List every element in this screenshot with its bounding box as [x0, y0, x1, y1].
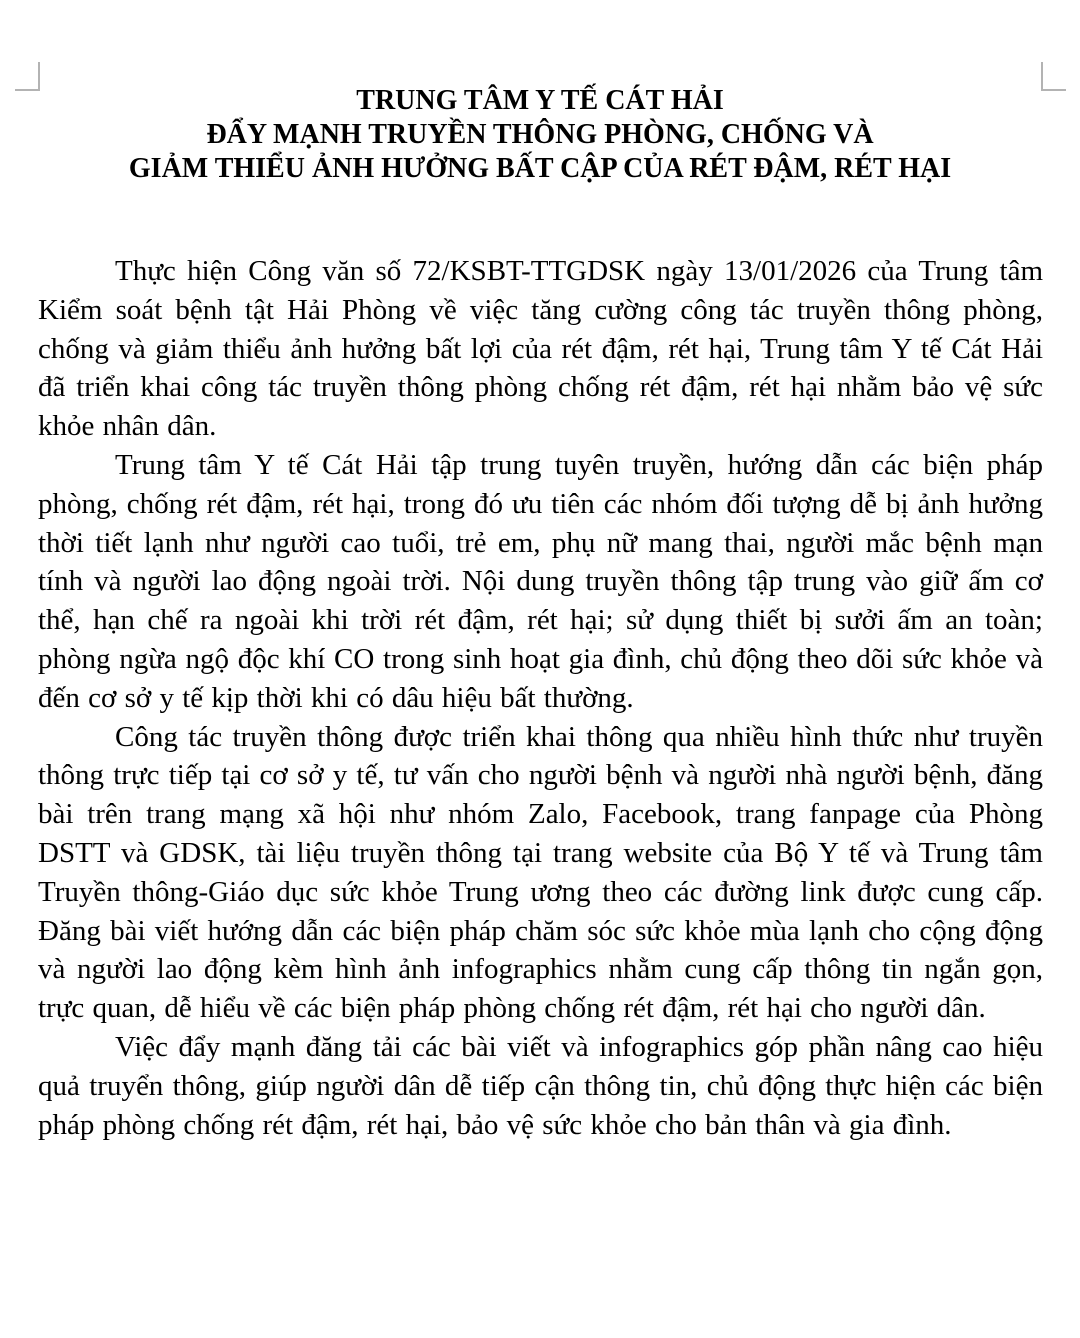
- document-title-line-1: TRUNG TÂM Y TẾ CÁT HẢI: [356, 85, 724, 116]
- document-body: [0, 252, 1080, 1144]
- margin-crop-mark-top-right-horizontal: [1041, 89, 1066, 91]
- document-title: [0, 0, 1080, 186]
- paragraph-4: Việc đẩy mạnh đăng tải các bài viết và infographics góp phần nâng cao hiệu quả truyển thông, giúp người dân dễ tiếp cận thông tin, chủ động thực hiện các biện pháp phòng chống rét đậm, rét hại, bảo vệ sức khỏe cho bản thân và gia đình.: [38, 1030, 1043, 1141]
- margin-crop-mark-top-left-horizontal: [15, 89, 40, 91]
- document-title-line-3: GIẢM THIỂU ẢNH HƯỞNG BẤT CẬP CỦA RÉT ĐẬM, RÉT HẠI: [128, 153, 952, 184]
- margin-crop-mark-top-left-vertical: [38, 62, 40, 91]
- margin-crop-mark-top-right-vertical: [1041, 62, 1043, 91]
- paragraph-3: Công tác truyền thông được triển khai thông qua nhiều hình thức như truyền thông trực tiếp tại cơ sở y tế, tư vấn cho người bệnh và người nhà người bệnh, đăng bài trên trang mạng xã hội như nhóm Zalo, Facebook, trang fanpage của Phòng DSTT và GDSK, tài liệu truyền thông tại trang website của Bộ Y tế và Trung tâm Truyền thông-Giáo dục sức khỏe Trung ương theo các đường link được cung cấp. Đăng bài viết hướng dẫn các biện pháp chăm sóc sức khỏe mùa lạnh cho cộng động và người lao động kèm hình ảnh infographics nhằm cung cấp thông tin ngắn gọn, trực quan, dễ hiểu về các biện pháp phòng chống rét đậm, rét hại cho người dân.: [38, 720, 1043, 1025]
- document-title-line-2: ĐẨY MẠNH TRUYỀN THÔNG PHÒNG, CHỐNG VÀ: [206, 119, 874, 150]
- paragraph-1: Thực hiện Công văn số 72/KSBT-TTGDSK ngày 13/01/2026 của Trung tâm Kiểm soát bệnh tật Hải Phòng về việc tăng cường công tác truyền thông phòng, chống và giảm thiểu ảnh hưởng bất lợi của rét đậm, rét hại, Trung tâm Y tế Cát Hải đã triển khai công tác truyền thông phòng chống rét đậm, rét hại nhằm bảo vệ sức khỏe nhân dân.: [38, 255, 1043, 443]
- paragraph-2: Trung tâm Y tế Cát Hải tập trung tuyên truyền, hướng dẫn các biện pháp phòng, chống rét đậm, rét hại, trong đó ưu tiên các nhóm đối tượng dễ bị ảnh hưởng thời tiết lạnh như người cao tuổi, trẻ em, phụ nữ mang thai, người mắc bệnh mạn tính và người lao động ngoài trời. Nội dung truyền thông tập trung vào giữ ấm cơ thể, hạn chế ra ngoài khi trời rét đậm, rét hại; sử dụng thiết bị sưởi ấm an toàn; phòng ngừa ngộ độc khí CO trong sinh hoạt gia đình, chủ động theo dõi sức khỏe và đến cơ sở y tế kịp thời khi có dâu hiệu bất thường.: [38, 448, 1043, 714]
